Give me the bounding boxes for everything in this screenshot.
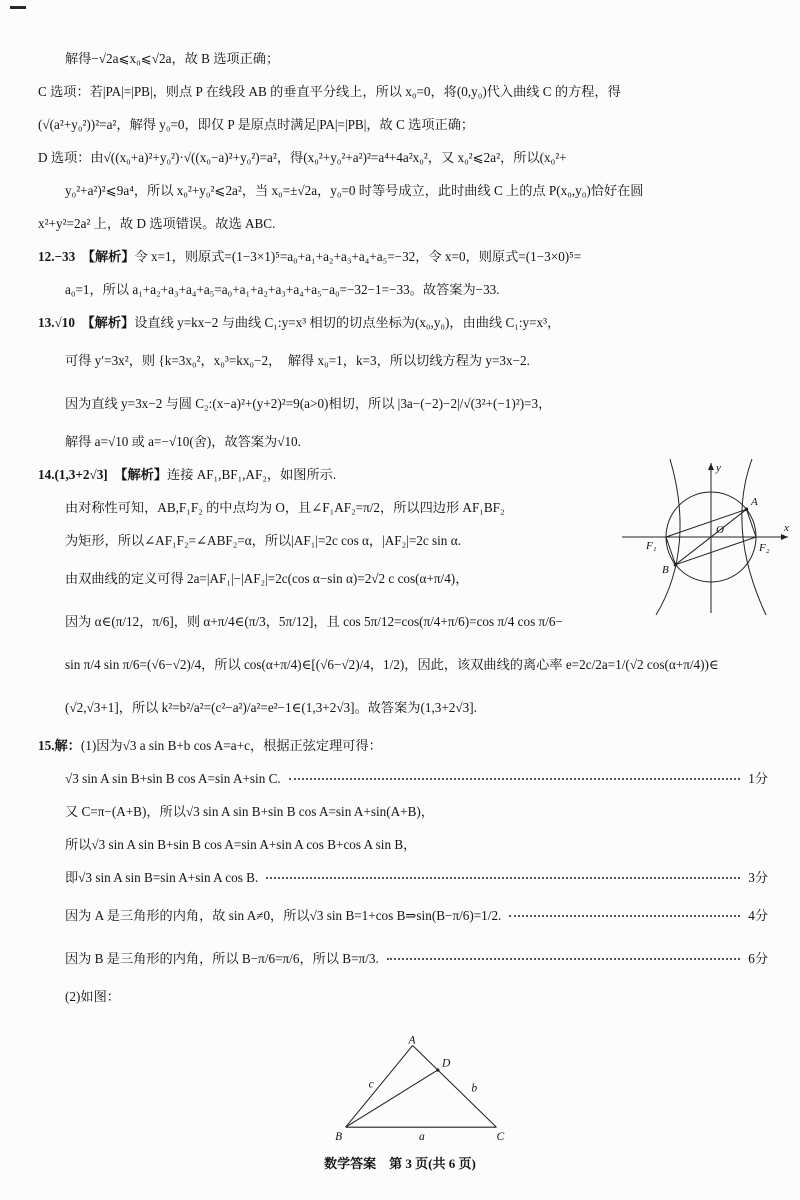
solution-line: 因为 α∈(π/12，π/6]，则 α+π/4∈(π/3，5π/12]，且 cos 5π/12=cos(π/4+π/6)=cos π/4 cos π/6− <box>65 614 563 629</box>
solution-step <box>38 894 768 937</box>
solution-step <box>38 937 768 980</box>
solution-line: 由双曲线的定义可得 2a=|AF₁|−|AF₂|=2c(cos α−sin α)=2√2 c cos(α+π/4)， <box>65 571 469 586</box>
solution-line: 因为直线 y=3x−2 与圆 C₂:(x−a)²+(y+2)²=9(a>0)相切，所以 |3a−(−2)−2|/√(3²+(−1)²)=3， <box>65 396 552 411</box>
dotted-leader <box>266 877 740 879</box>
question-13-line <box>38 306 768 339</box>
q15-label: 15.解： <box>38 738 81 753</box>
scan-mark <box>10 6 26 9</box>
solution-line: 解得−√2a⩽x₀⩽√2a，故 B 选项正确； <box>65 51 280 66</box>
solution-line: y₀²+a²)²⩽9a⁴，所以 x₀²+y₀²⩽2a²，当 x₀=±√2a，y₀=0 时等号成立，此时曲线 C 上的点 P(x₀,y₀)恰好在圆 <box>65 183 644 198</box>
solution-line: 所以√3 sin A sin B+sin B cos A=sin A+sin A cos B+cos A sin B， <box>65 837 417 852</box>
solution-line: 由对称性可知，AB,F₁F₂ 的中点均为 O，且∠F₁AF₂=π/2，所以四边形 AF₁BF₂ <box>65 500 505 515</box>
dotted-leader <box>509 915 740 917</box>
figure-label-F2: F₂ <box>759 542 770 554</box>
figure-label-c: c <box>368 1078 374 1091</box>
dotted-leader <box>289 778 741 780</box>
solution-line: sin π/4 sin π/6=(√6−√2)/4，所以 cos(α+π/4)∈[(√6−√2)/4，1/2)，因此，该双曲线的离心率 e=2c/2a=1/(√2 cos(α+π/4))∈ <box>65 657 719 672</box>
step-text: 即√3 sin A sin B=sin A+sin A cos B. <box>65 870 259 885</box>
solution-line: D 选项：由√((x₀+a)²+y₀²)·√((x₀−a)²+y₀²)=a²，得(x₀²+y₀²+a²)²=a⁴+4a²x₀²，又 x₀²⩽2a²，所以(x₀²+ <box>38 150 567 165</box>
figure-label-C: C <box>496 1130 505 1143</box>
q14-text: 连接 AF₁,BF₁,AF₂，如图所示. <box>167 467 337 482</box>
figure-label-b: b <box>471 1082 478 1095</box>
q12-answer-label: 12.−33 【解析】 <box>38 249 135 264</box>
figure-label-A: A <box>751 496 758 508</box>
triangle-figure <box>330 1035 510 1145</box>
q12-text: 令 x=1，则原式=(1−3×1)⁵=a₀+a₁+a₂+a₃+a₄+a₅=−32，令 x=0，则原式=(1−3×0)⁵= <box>134 249 582 264</box>
solution-step <box>38 861 768 894</box>
solution-line: 为矩形，所以∠AF₁F₂=∠ABF₂=α，所以|AF₁|=2c cos α，|AF₂|=2c sin α. <box>65 533 461 548</box>
figure-label-x: x <box>784 522 789 534</box>
score-badge: 1分 <box>748 771 768 786</box>
solution-line: x²+y²=2a² 上，故 D 选项错误。故选 ABC. <box>38 216 276 231</box>
page-footer: 数学答案 第 3 页(共 6 页) <box>324 1156 476 1171</box>
figure-label-y: y <box>716 462 721 474</box>
figure-label-D: D <box>442 1057 451 1070</box>
dotted-leader <box>387 958 740 960</box>
question-15-line <box>38 729 768 762</box>
q15-text: (1)因为√3 a sin B+b cos A=a+c，根据正弦定理可得： <box>80 738 382 753</box>
solution-line: (√2,√3+1]，所以 k²=b²/a²=(c²−a²)/a²=e²−1∈(1,3+2√3]。故答案为(1,3+2√3]. <box>65 700 477 715</box>
step-text: √3 sin A sin B+sin B cos A=sin A+sin C. <box>65 771 281 786</box>
hyperbola-figure <box>618 455 793 620</box>
solution-line: (2)如图： <box>65 989 120 1004</box>
score-badge: 6分 <box>748 951 768 966</box>
score-badge: 3分 <box>748 870 768 885</box>
figure-label-A: A <box>408 1035 416 1047</box>
step-text: 因为 A 是三角形的内角，故 sin A≠0，所以√3 sin B=1+cos B⇒sin(B−π/6)=1/2. <box>65 908 502 923</box>
solution-line: (√(a²+y₀²))²=a²，解得 y₀=0，即仅 P 是原点时满足|PA|=|PB|，故 C 选项正确； <box>38 117 475 132</box>
q13-answer-label: 13.√10 【解析】 <box>38 315 135 330</box>
question-12-line <box>38 240 768 273</box>
figure-label-a: a <box>418 1130 425 1143</box>
figure-label-B: B <box>662 564 669 576</box>
figure-label-B: B <box>335 1130 343 1143</box>
solution-line: C 选项：若|PA|=|PB|，则点 P 在线段 AB 的垂直平分线上，所以 x₀=0，将(0,y₀)代入曲线 C 的方程，得 <box>38 84 621 99</box>
figure-label-O: O <box>716 524 724 536</box>
solution-line: a₀=1，所以 a₁+a₂+a₃+a₄+a₅=a₀+a₁+a₂+a₃+a₄+a₅−a₀=−32−1=−33。故答案为−33. <box>65 282 500 297</box>
q13-text: 设直线 y=kx−2 与曲线 C₁:y=x³ 相切的切点坐标为(x₀,y₀)，由曲线 C₁:y=x³， <box>134 315 561 330</box>
solution-line: 可得 y′=3x²，则 {k=3x₀²，x₀³=kx₀−2， 解得 x₀=1，k=3，所以切线方程为 y=3x−2. <box>65 353 530 368</box>
solution-line: 解得 a=√10 或 a=−√10(舍)，故答案为√10. <box>65 434 301 449</box>
step-text: 因为 B 是三角形的内角，所以 B−π/6=π/6，所以 B=π/3. <box>65 951 379 966</box>
solution-line: 又 C=π−(A+B)，所以√3 sin A sin B+sin B cos A=sin A+sin(A+B)， <box>65 804 434 819</box>
q14-answer-label: 14.(1,3+2√3] 【解析】 <box>38 467 168 482</box>
score-badge: 4分 <box>748 908 768 923</box>
solution-step <box>38 762 768 795</box>
figure-label-F1: F₁ <box>646 540 657 552</box>
